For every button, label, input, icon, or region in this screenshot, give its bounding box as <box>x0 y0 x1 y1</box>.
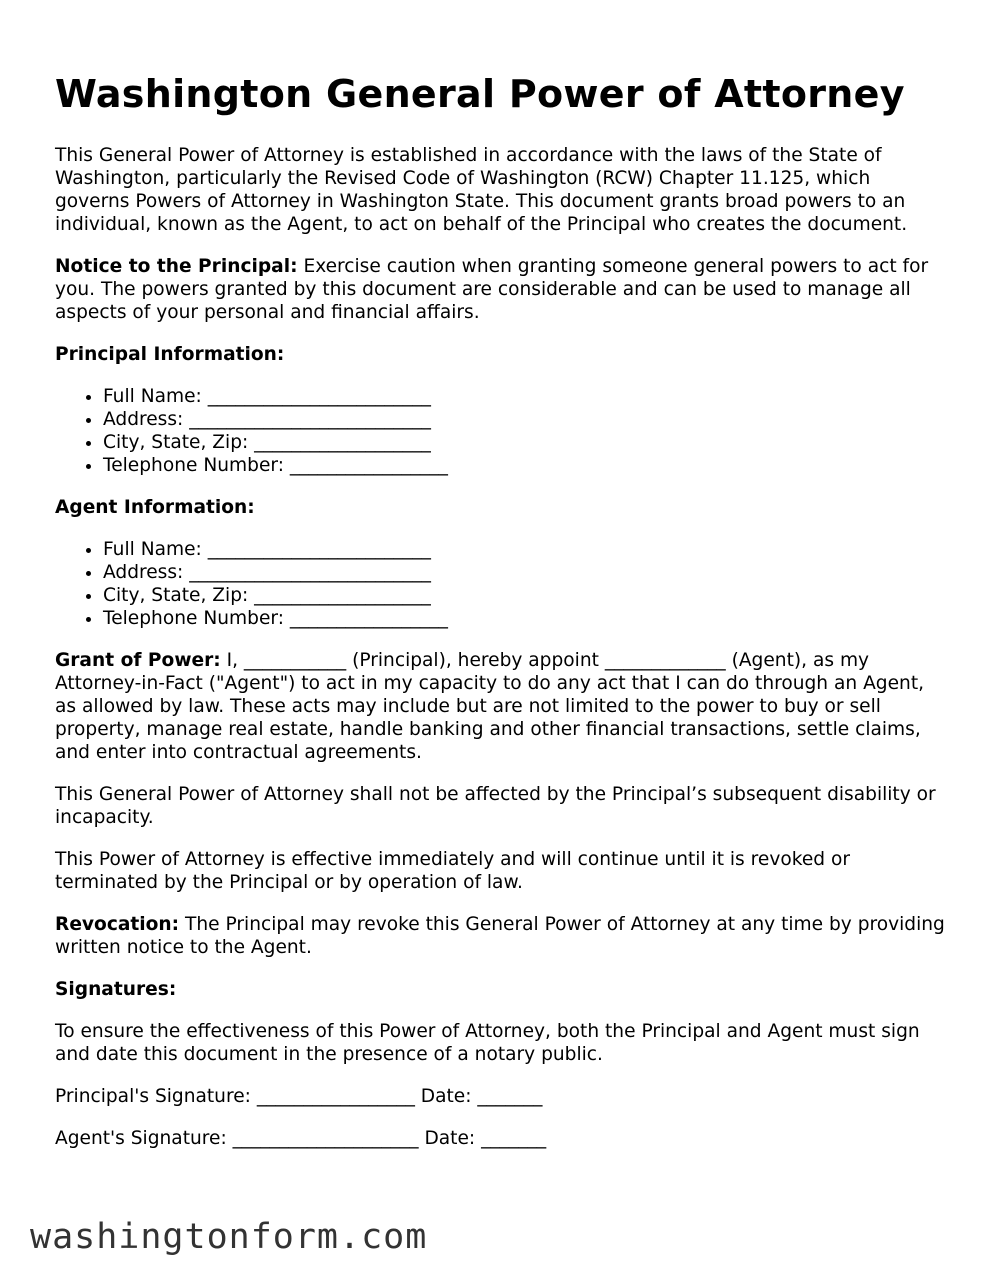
intro-paragraph: This General Power of Attorney is established in accordance with the laws of the State of Washington, particularly the Revised Code of Washington (RCW) Chapter 11.125, which governs Powers of Attorney in Washington State. This document grants broad powers to an individual, known as the Agent, to act on behalf of the Principal who creates the document. <box>55 145 908 235</box>
principal-signature-line: Principal's Signature: _________________ Date: _______ <box>55 1086 543 1107</box>
principal-full-name-field: • Full Name: ________________________ <box>103 385 945 408</box>
document-page <box>55 70 945 1169</box>
agent-info-heading-text: Agent Information: <box>55 497 255 518</box>
effective-paragraph: This Power of Attorney is effective immediately and will continue until it is revoked or terminated by the Principal or by operation of law. <box>55 849 850 893</box>
grant-paragraph <box>55 649 945 764</box>
principal-city-state-zip-field: • City, State, Zip: ___________________ <box>103 431 945 454</box>
principal-info-list <box>55 385 945 477</box>
signatures-heading-text: Signatures: <box>55 979 177 1000</box>
principal-address-field: • Address: __________________________ <box>103 408 945 431</box>
durability-paragraph: This General Power of Attorney shall not be affected by the Principal’s subsequent disability or incapacity. <box>55 784 936 828</box>
revocation-label: Revocation: <box>55 914 180 935</box>
document-title: Washington General Power of Attorney <box>55 72 905 116</box>
revocation-paragraph <box>55 913 945 959</box>
grant-label: Grant of Power: <box>55 650 221 671</box>
agent-address-field: • Address: __________________________ <box>103 561 945 584</box>
grant-text: I, ___________ (Principal), hereby appoint _____________ (Agent), as my Attorney-in-Fact ("Agent") to act in my capacity to do any act that I can do through an Agent, as allowed by law. These acts may include but are not limited to the power to buy or sell property, manage real estate, handle banking and other financial transactions, settle claims, and enter into contractual agreements. <box>55 650 925 763</box>
principal-info-heading-text: Principal Information: <box>55 344 285 365</box>
signatures-heading <box>55 978 945 1001</box>
notice-paragraph <box>55 255 945 324</box>
agent-info-heading <box>55 496 945 519</box>
signatures-instruction: To ensure the effectiveness of this Power of Attorney, both the Principal and Agent must sign and date this document in the presence of a notary public. <box>55 1021 920 1065</box>
agent-info-list <box>55 538 945 630</box>
notice-text: Exercise caution when granting someone general powers to act for you. The powers granted by this document are considerable and can be used to manage all aspects of your personal and financial affairs. <box>55 256 929 323</box>
agent-full-name-field: • Full Name: ________________________ <box>103 538 945 561</box>
principal-telephone-field: • Telephone Number: _________________ <box>103 454 945 477</box>
agent-signature-line: Agent's Signature: ____________________ Date: _______ <box>55 1128 547 1149</box>
footer-watermark: washingtonform.com <box>30 1217 428 1257</box>
revocation-text: The Principal may revoke this General Power of Attorney at any time by providing written notice to the Agent. <box>55 914 945 958</box>
notice-label: Notice to the Principal: <box>55 256 298 277</box>
agent-telephone-field: • Telephone Number: _________________ <box>103 607 945 630</box>
principal-info-heading <box>55 343 945 366</box>
agent-city-state-zip-field: • City, State, Zip: ___________________ <box>103 584 945 607</box>
